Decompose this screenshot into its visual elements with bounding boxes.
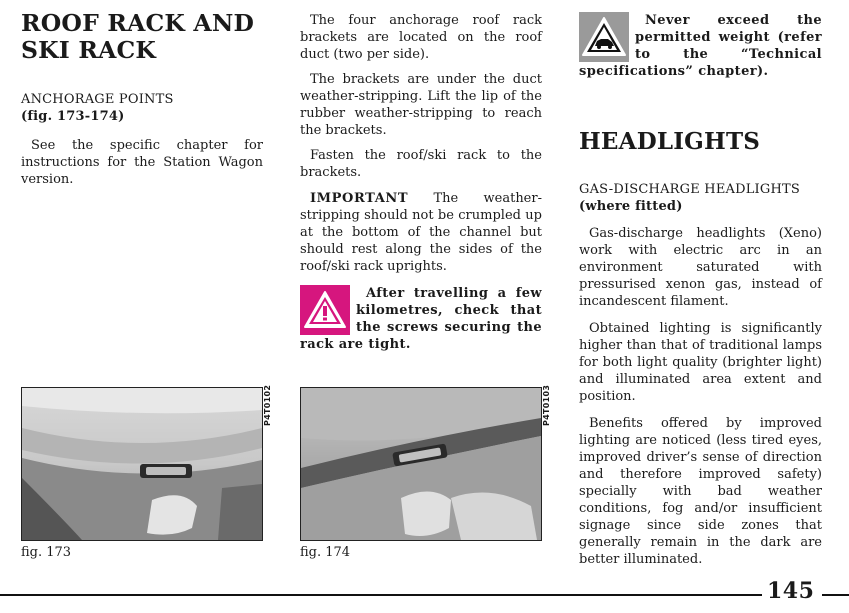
paragraph-important: IMPORTANT The weather-stripping should not be crumpled up at the bottom of the channel but should rest along the sides of the roof/ski rack uprights. xyxy=(300,191,542,274)
subheading-anchorage: ANCHORAGE POINTS (fig. 173-174) xyxy=(21,92,174,124)
paragraph-brackets-access: The brackets are under the duct weather-stripping. Lift the lip of the rubber weather-stripping to reach the brackets. xyxy=(300,72,542,138)
subheading-gas-discharge: GAS-DISCHARGE HEADLIGHTS (where fitted) xyxy=(579,182,800,214)
column-right xyxy=(579,12,822,568)
paragraph-benefits: Benefits offered by improved lighting are noticed (less tired eyes, improved driver’s sense of direction and therefore improved safety) specially with bad weather conditions, fog and/or insufficient signage since side zones that generally remain in the dark are better illuminated. xyxy=(579,416,822,567)
warning-box-weight: Never exceed the permitted weight (refer to the “Technical specifications” chapter). xyxy=(579,13,822,79)
column-left xyxy=(21,8,263,188)
page-number: 145 xyxy=(767,578,815,604)
figure-174-caption: fig. 174 xyxy=(300,545,351,560)
footer-rule-left xyxy=(0,594,762,596)
paragraph-xeno: Gas-discharge headlights (Xeno) work with electric arc in an environment saturated with pressurised xenon gas, instead of incandescent filament. xyxy=(579,226,822,309)
paragraph-station-wagon: See the specific chapter for instructions for the Station Wagon version. xyxy=(21,138,263,187)
figure-174-photo xyxy=(300,387,542,541)
warning-box-screws: After travelling a few kilometres, check that the screws securing the rack are tight. xyxy=(300,286,542,352)
important-label: IMPORTANT xyxy=(310,191,409,206)
paragraph-brackets-location: The four anchorage roof rack brackets are located on the roof duct (two per side). xyxy=(300,13,542,62)
section-title-headlights: HEADLIGHTS xyxy=(579,128,761,155)
warning-triangle-icon xyxy=(300,285,350,335)
section-title-roof-rack: ROOF RACK AND SKI RACK xyxy=(21,9,255,64)
paragraph-fasten: Fasten the roof/ski rack to the brackets. xyxy=(300,148,542,180)
column-middle xyxy=(300,12,542,353)
car-warning-icon xyxy=(579,12,629,62)
figure-174-code: P4T0103 xyxy=(542,384,551,426)
figure-173-photo xyxy=(21,387,263,541)
figure-173-caption: fig. 173 xyxy=(21,545,72,560)
figure-173-code: P4T0102 xyxy=(263,384,272,426)
footer-rule-right xyxy=(822,594,849,596)
paragraph-lighting: Obtained lighting is significantly higher than that of traditional lamps for both light quality (brighter light) and illuminated area extent and position. xyxy=(579,321,822,404)
